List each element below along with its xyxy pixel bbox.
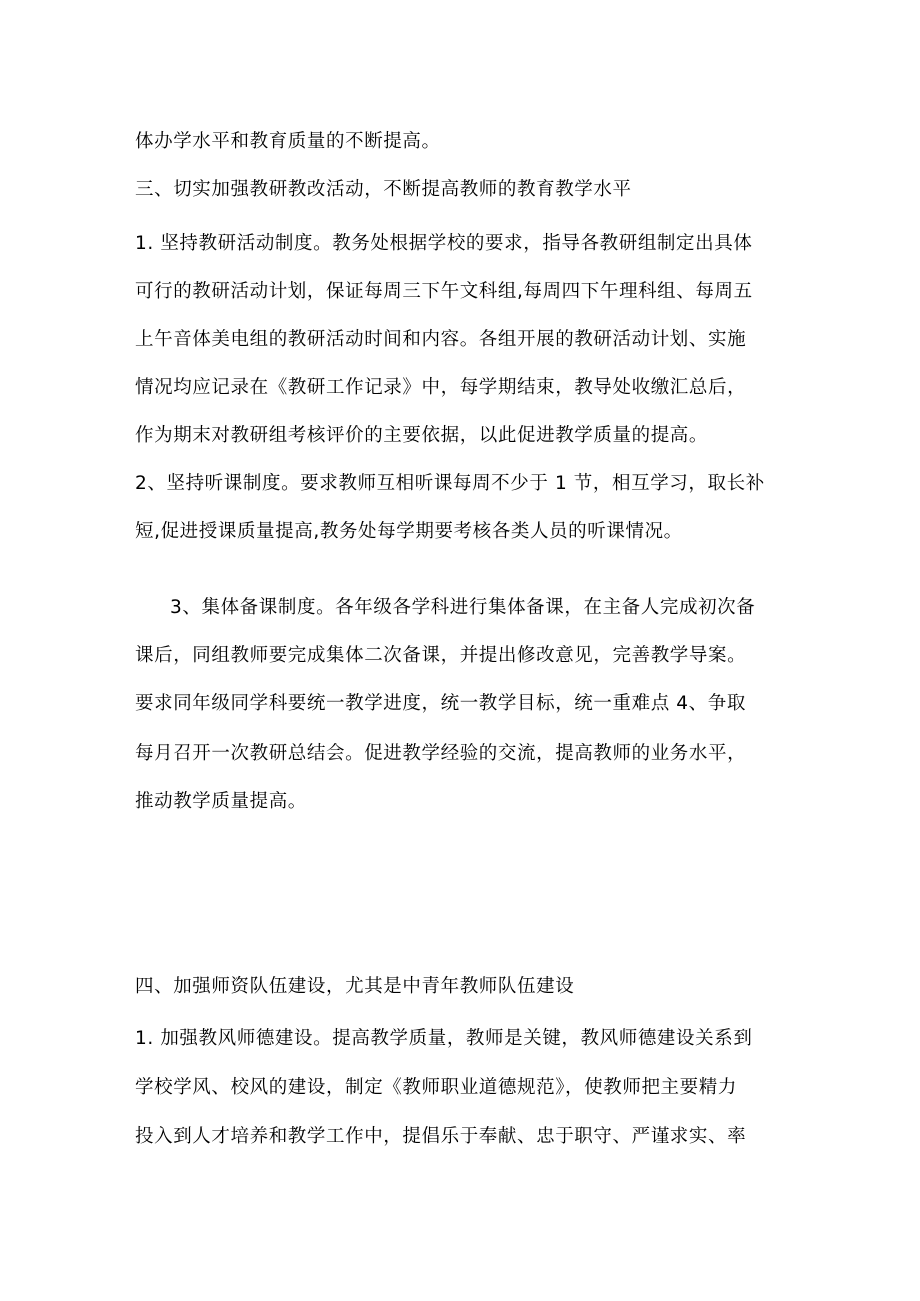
paragraph-line: 投入到人才培养和教学工作中，提倡乐于奉献、忠于职守、严谨求实、率 — [135, 1126, 747, 1147]
paragraph-line: 课后，同组教师要完成集体二次备课，并提出修改意见，完善教学导案。 — [135, 645, 747, 666]
section-heading: 四、加强师资队伍建设，尤其是中青年教师队伍建设 — [135, 976, 575, 997]
paragraph-line: 2、坚持听课制度。要求教师互相听课每周不少于 1 节，相互学习，取长补 — [135, 473, 765, 494]
paragraph-line: 体办学水平和教育质量的不断提高。 — [135, 131, 441, 152]
paragraph-line: 作为期末对教研组考核评价的主要依据，以此促进教学质量的提高。 — [135, 425, 709, 446]
paragraph-line: 可行的教研活动计划，保证每周三下午文科组,每周四下午理科组、每周五 — [135, 281, 753, 302]
paragraph-line: 1. 坚持教研活动制度。教务处根据学校的要求，指导各教研组制定出具体 — [135, 233, 753, 254]
paragraph-line: 3、集体备课制度。各年级各学科进行集体备课，在主备人完成初次备 — [170, 597, 756, 618]
paragraph-line: 推动教学质量提高。 — [135, 791, 307, 812]
section-heading: 三、切实加强教研教改活动，不断提高教师的教育教学水平 — [135, 179, 632, 200]
paragraph-line: 要求同年级同学科要统一教学进度，统一教学目标，统一重难点 4、争取 — [135, 693, 746, 714]
paragraph-line: 每月召开一次教研总结会。促进教学经验的交流，提高教师的业务水平， — [135, 743, 747, 764]
paragraph-line: 短,促进授课质量提高,教务处每学期要考核各类人员的听课情况。 — [135, 521, 683, 542]
paragraph-line: 情况均应记录在《教研工作记录》中，每学期结束，教导处收缴汇总后， — [135, 377, 747, 398]
paragraph-line: 学校学风、校风的建设，制定《教师职业道德规范》，使教师把主要精力 — [135, 1077, 737, 1098]
paragraph-line: 1. 加强教风师德建设。提高教学质量，教师是关键，教风师德建设关系到 — [135, 1028, 753, 1049]
paragraph-line: 上午音体美电组的教研活动时间和内容。各组开展的教研活动计划、实施 — [135, 329, 747, 350]
